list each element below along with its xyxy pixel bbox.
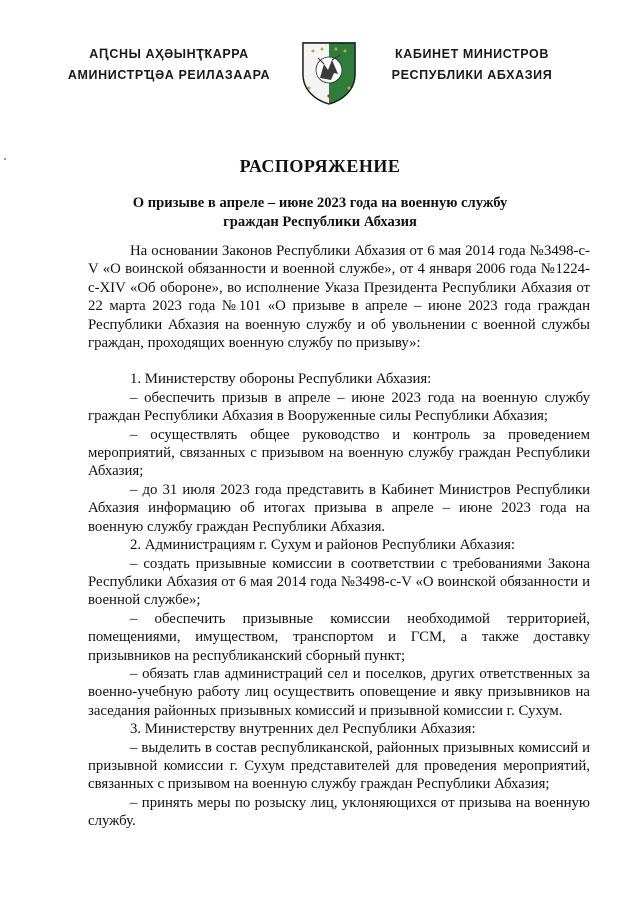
letterhead-abkhaz-line1: АԤСНЫ АҲӘЫНҬҞАРРА xyxy=(89,47,249,61)
subtitle-line-1: О призыве в апреле – июне 2023 года на военную службу xyxy=(132,195,508,211)
item-2-point-c: – обязать глав администраций сел и поселков, других ответственных за военно-учебную работу лиц осуществить оповещение и явку призывников на заседания районных призывных комиссий и призывной комиссии г. Сухум. xyxy=(88,665,590,719)
preamble-paragraph: На основании Законов Республики Абхазия от 6 мая 2014 года №3498-с-V «О воинской обязанности и военной службе», от 4 января 2006 года №1224-с-XIV «Об обороне», во исполнение Указа Президента Республики Абхазия от 22 марта 2023 года №101 «О призыве в апреле – июне 2023 года граждан Республики Абхазия на военную службу и об увольнении с военной службы граждан, проходящих военную службу по призыву»: xyxy=(88,243,590,352)
letterhead-russian xyxy=(364,44,580,86)
item-2-heading: 2. Администрациям г. Сухум и районов Республики Абхазия: xyxy=(130,537,515,554)
coat-of-arms-icon xyxy=(300,40,358,106)
item-3-heading: 3. Министерству внутренних дел Республики Абхазия: xyxy=(130,721,476,738)
item-3-point-a: – выделить в состав республиканской, районных призывных комиссий и призывной комиссии г. Сухум представителей для проведения мероприятий, связанных с призывом на военную службу граждан Республики Абхазия; xyxy=(88,739,590,793)
item-1-point-c: – до 31 июля 2023 года представить в Кабинет Министров Республики Абхазия информацию об итогах призыва в апреле – июне 2023 года на военную службу граждан Республики Абхазия. xyxy=(88,481,590,535)
document-text xyxy=(88,242,590,831)
item-3-point-b: – принять меры по розыску лиц, уклоняющихся от призыва на военную службу. xyxy=(88,794,590,830)
document-subtitle xyxy=(60,194,580,232)
item-2-point-b: – обеспечить призывные комиссии необходимой территорией, помещениями, имуществом, транспортом и ГСМ, а также доставку призывников на республиканский сборный пункт; xyxy=(88,610,590,664)
letterhead-abkhaz-line2: АМИНИСТРҴӘА РЕИЛАЗААРА xyxy=(67,68,271,82)
letterhead-russian-line1: КАБИНЕТ МИНИСТРОВ xyxy=(395,47,549,61)
item-2-point-a: – создать призывные комиссии в соответствии с требованиями Закона Республики Абхазия от 6 мая 2014 года №3498-с-V «О воинской обязанности и военной службе»; xyxy=(88,555,590,609)
document-title: РАСПОРЯЖЕНИЕ xyxy=(239,156,401,176)
subtitle-line-2: граждан Республики Абхазия xyxy=(223,214,417,230)
item-1-heading: 1. Министерству обороны Республики Абхазия: xyxy=(130,371,432,388)
letterhead xyxy=(0,30,640,110)
letterhead-abkhaz xyxy=(56,44,282,86)
letterhead-russian-line2: РЕСПУБЛИКИ АБХАЗИЯ xyxy=(391,68,553,82)
item-1-point-b: – осуществлять общее руководство и контроль за проведением мероприятий, связанных с призывом на военную службу граждан Республики Абхазия; xyxy=(88,426,590,480)
item-1-point-a: – обеспечить призыв в апреле – июне 2023 года на военную службу граждан Республики Абхазия в Вооруженные силы Республики Абхазия; xyxy=(88,389,590,425)
